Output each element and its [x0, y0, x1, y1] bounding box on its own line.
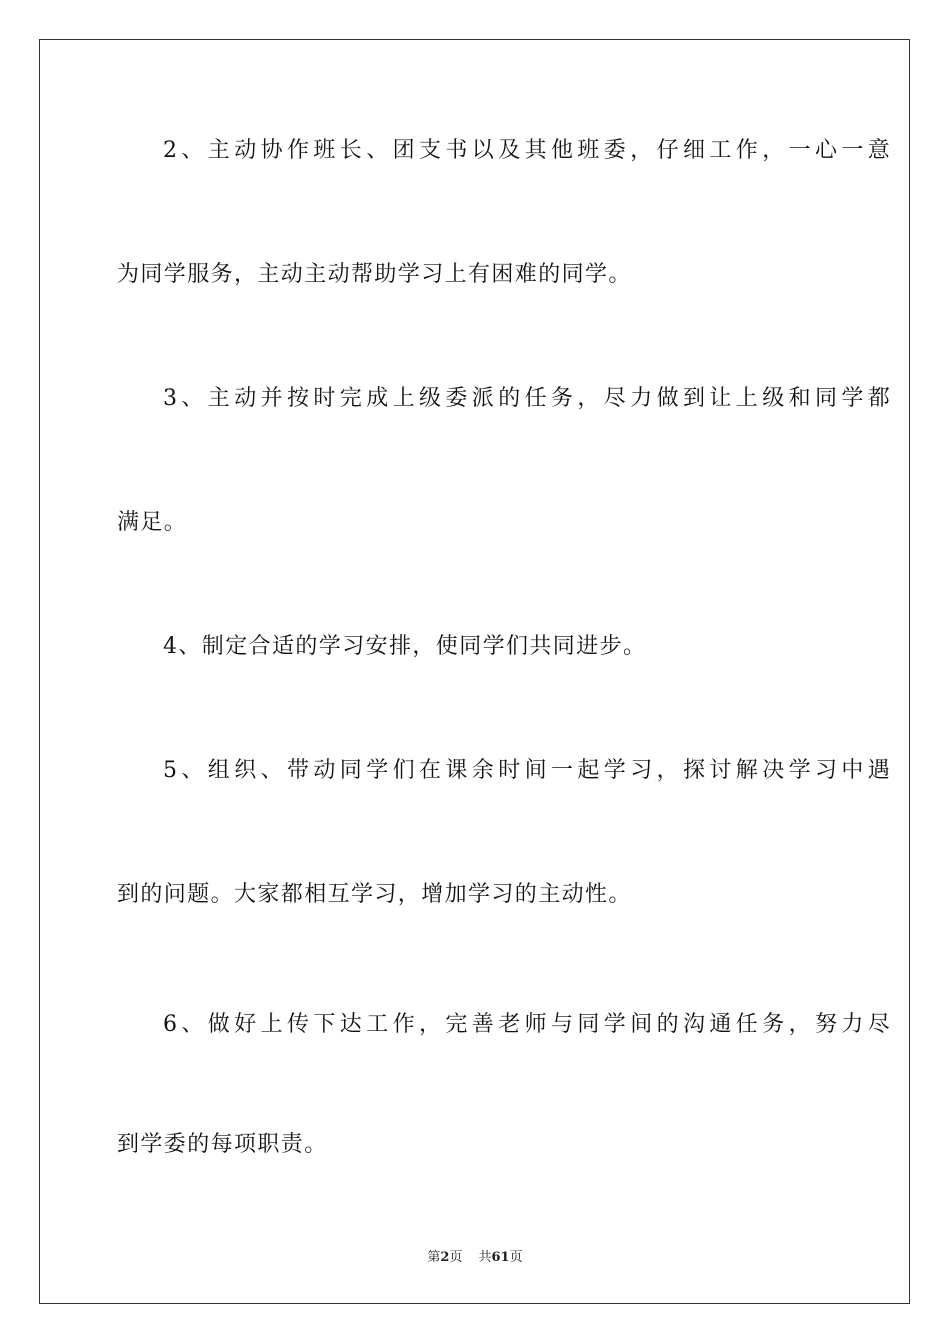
- paragraph-3-line-2: 满足。: [117, 510, 188, 535]
- total-prefix: 共: [478, 1250, 492, 1265]
- paragraph-5-line-2: 到的问题。大家都相互学习，增加学习的主动性。: [117, 882, 632, 907]
- page-frame: [39, 39, 910, 1304]
- page-suffix: 页: [449, 1250, 463, 1265]
- paragraph-3-line-1: 3、主动并按时完成上级委派的任务，尽力做到让上级和同学都: [163, 386, 895, 411]
- paragraph-2-line-2: 为同学服务，主动主动帮助学习上有困难的同学。: [117, 262, 632, 287]
- page-prefix: 第: [427, 1250, 441, 1265]
- total-pages: 61: [491, 1250, 510, 1265]
- paragraph-2-line-1: 2、主动协作班长、团支书以及其他班委，仔细工作，一心一意: [163, 138, 895, 163]
- total-suffix: 页: [509, 1250, 523, 1265]
- page-number: 2: [440, 1250, 450, 1265]
- paragraph-6-line-1: 6、做好上传下达工作，完善老师与同学间的沟通任务，努力尽: [163, 1012, 895, 1037]
- paragraph-4-line-1: 4、制定合适的学习安排，使同学们共同进步。: [163, 634, 647, 659]
- paragraph-6-line-2: 到学委的每项职责。: [117, 1132, 328, 1157]
- paragraph-5-line-1: 5、组织、带动同学们在课余时间一起学习，探讨解决学习中遇: [163, 758, 895, 783]
- page-footer: [0, 1246, 950, 1265]
